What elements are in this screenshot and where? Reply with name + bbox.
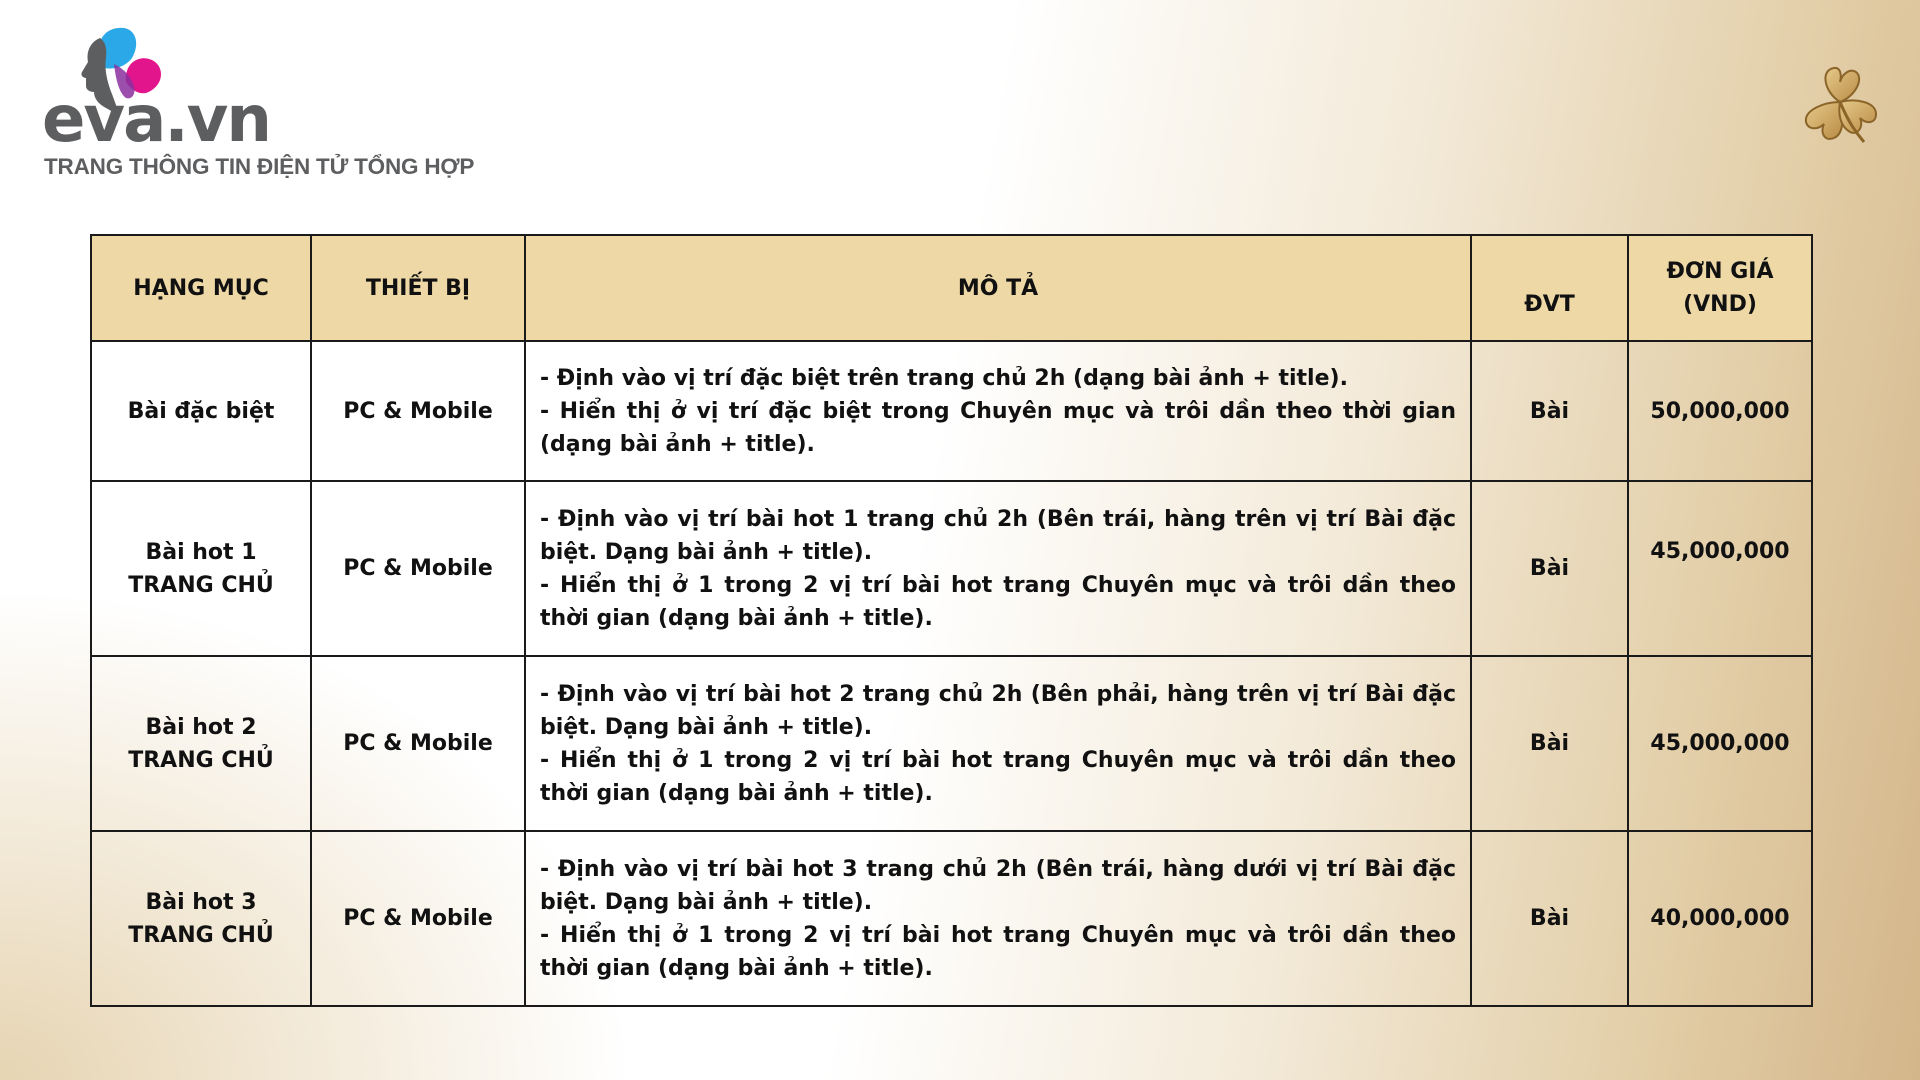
logo-wordmark: eva.vn — [42, 83, 270, 157]
cell-device: PC & Mobile — [311, 481, 525, 656]
description-line: - Định vào vị trí bài hot 2 trang chủ 2h (Bên phải, hàng trên vị trí Bài đặc biệt. Dạng bài ảnh + title). — [540, 681, 1456, 740]
category-label: Bài hot 1 — [145, 539, 257, 565]
cell-category — [91, 656, 311, 831]
header-price-line1: ĐƠN GIÁ — [1666, 259, 1774, 284]
pricing-table — [90, 234, 1813, 1007]
header-device: THIẾT BỊ — [311, 235, 525, 341]
table-row — [91, 481, 1812, 656]
cell-unit: Bài — [1471, 831, 1628, 1006]
description-line: - Hiển thị ở 1 trong 2 vị trí bài hot trang Chuyên mục và trôi dần theo thời gian (dạng bài ảnh + title). — [540, 747, 1456, 806]
brand-logo[interactable] — [42, 24, 482, 184]
category-label: Bài hot 2 — [145, 714, 257, 740]
cell-description — [525, 341, 1471, 481]
cell-price — [1628, 481, 1812, 656]
cell-category — [91, 341, 311, 481]
cell-device: PC & Mobile — [311, 341, 525, 481]
price-value: 45,000,000 — [1650, 539, 1790, 564]
description-line: - Định vào vị trí bài hot 3 trang chủ 2h (Bên trái, hàng dưới vị trí Bài đặc biệt. Dạng bài ảnh + title). — [540, 856, 1456, 915]
cell-device: PC & Mobile — [311, 656, 525, 831]
description-line: - Định vào vị trí bài hot 1 trang chủ 2h (Bên trái, hàng trên vị trí Bài đặc biệt. Dạng bài ảnh + title). — [540, 506, 1456, 565]
category-sublabel: TRANG CHỦ — [128, 922, 274, 948]
category-label: Bài hot 3 — [145, 889, 257, 915]
price-value: 45,000,000 — [1650, 731, 1790, 756]
category-sublabel: TRANG CHỦ — [128, 747, 274, 773]
price-value: 50,000,000 — [1650, 398, 1790, 424]
cell-price — [1628, 656, 1812, 831]
cell-price — [1628, 831, 1812, 1006]
cell-description — [525, 831, 1471, 1006]
description-line: - Hiển thị ở 1 trong 2 vị trí bài hot trang Chuyên mục và trôi dần theo thời gian (dạng bài ảnh + title). — [540, 922, 1456, 981]
description-line: - Hiển thị ở 1 trong 2 vị trí bài hot trang Chuyên mục và trôi dần theo thời gian (dạng bài ảnh + title). — [540, 572, 1456, 631]
cell-description — [525, 481, 1471, 656]
header-price — [1628, 235, 1812, 341]
category-label: Bài đặc biệt — [127, 398, 275, 424]
cell-price — [1628, 341, 1812, 481]
cell-category — [91, 831, 311, 1006]
table-row — [91, 831, 1812, 1006]
header-unit — [1471, 235, 1628, 341]
description-line: - Định vào vị trí đặc biệt trên trang chủ 2h (dạng bài ảnh + title). — [540, 365, 1348, 391]
table-row — [91, 341, 1812, 481]
header-price-line2: (VND) — [1683, 292, 1757, 317]
cell-unit: Bài — [1471, 481, 1628, 656]
category-sublabel: TRANG CHỦ — [128, 572, 274, 598]
cell-device: PC & Mobile — [311, 831, 525, 1006]
table-row — [91, 656, 1812, 831]
header-category: HẠNG MỤC — [91, 235, 311, 341]
table-header-row — [91, 235, 1812, 341]
header-unit-label: ĐVT — [1524, 291, 1575, 317]
cell-unit: Bài — [1471, 341, 1628, 481]
cell-unit: Bài — [1471, 656, 1628, 831]
price-value: 40,000,000 — [1650, 906, 1790, 931]
cell-description — [525, 656, 1471, 831]
header-description: MÔ TẢ — [525, 235, 1471, 341]
clover-icon — [1794, 62, 1886, 146]
description-line: - Hiển thị ở vị trí đặc biệt trong Chuyên mục và trôi dần theo thời gian (dạng bài ảnh + title). — [540, 398, 1456, 457]
cell-category — [91, 481, 311, 656]
logo-tagline: TRANG THÔNG TIN ĐIỆN TỬ TỔNG HỢP — [44, 154, 475, 179]
